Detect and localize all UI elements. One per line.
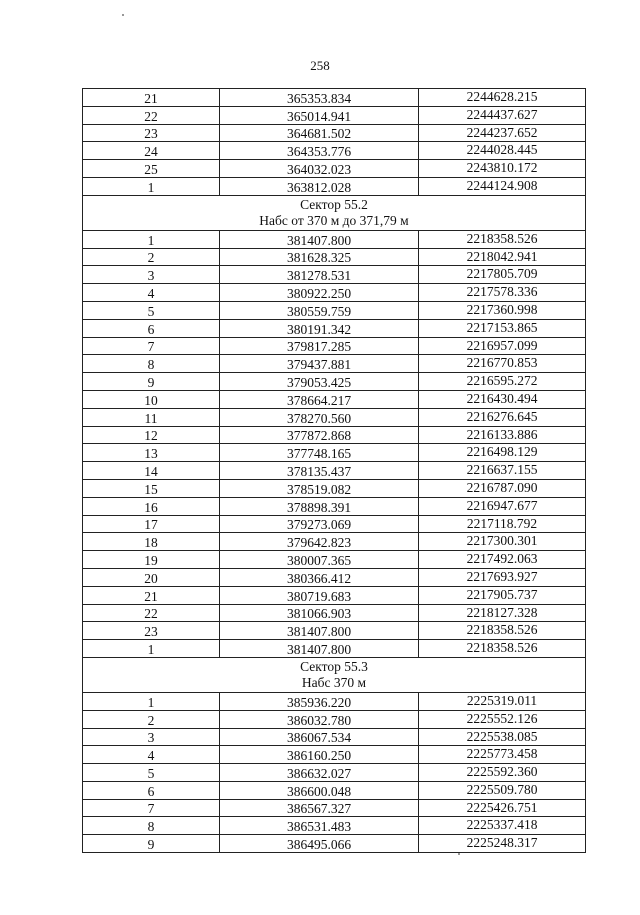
y-coordinate-cell: 2218042.941 bbox=[419, 248, 586, 266]
x-coordinate-cell: 381407.800 bbox=[220, 230, 419, 248]
point-number-cell: 18 bbox=[83, 533, 220, 551]
point-number-cell: 24 bbox=[83, 142, 220, 160]
table-row bbox=[83, 426, 586, 444]
y-coordinate-cell: 2217578.336 bbox=[419, 284, 586, 302]
y-coordinate-cell: 2216637.155 bbox=[419, 462, 586, 480]
point-number-cell: 1 bbox=[83, 177, 220, 195]
x-coordinate-cell: 386600.048 bbox=[220, 781, 419, 799]
scan-speck bbox=[122, 14, 124, 16]
x-coordinate-cell: 378135.437 bbox=[220, 462, 419, 480]
x-coordinate-cell: 380559.759 bbox=[220, 301, 419, 319]
point-number-cell: 23 bbox=[83, 622, 220, 640]
y-coordinate-cell: 2218358.526 bbox=[419, 622, 586, 640]
table-row bbox=[83, 764, 586, 782]
x-coordinate-cell: 380719.683 bbox=[220, 586, 419, 604]
y-coordinate-cell: 2244237.652 bbox=[419, 124, 586, 142]
x-coordinate-cell: 386495.066 bbox=[220, 835, 419, 853]
y-coordinate-cell: 2244028.445 bbox=[419, 142, 586, 160]
x-coordinate-cell: 378898.391 bbox=[220, 497, 419, 515]
table-row bbox=[83, 479, 586, 497]
table-row bbox=[83, 622, 586, 640]
point-number-cell: 4 bbox=[83, 284, 220, 302]
table-row bbox=[83, 319, 586, 337]
coordinates-table-body bbox=[83, 89, 586, 853]
point-number-cell: 19 bbox=[83, 551, 220, 569]
point-number-cell: 3 bbox=[83, 266, 220, 284]
y-coordinate-cell: 2217492.063 bbox=[419, 551, 586, 569]
y-coordinate-cell: 2216430.494 bbox=[419, 390, 586, 408]
x-coordinate-cell: 378519.082 bbox=[220, 479, 419, 497]
x-coordinate-cell: 381628.325 bbox=[220, 248, 419, 266]
point-number-cell: 20 bbox=[83, 568, 220, 586]
y-coordinate-cell: 2217153.865 bbox=[419, 319, 586, 337]
y-coordinate-cell: 2216957.099 bbox=[419, 337, 586, 355]
y-coordinate-cell: 2218358.526 bbox=[419, 640, 586, 658]
table-row bbox=[83, 337, 586, 355]
point-number-cell: 1 bbox=[83, 692, 220, 710]
sector-altitude: Набс от 370 м до 371,79 м bbox=[259, 212, 409, 228]
point-number-cell: 11 bbox=[83, 408, 220, 426]
y-coordinate-cell: 2216276.645 bbox=[419, 408, 586, 426]
section-heading bbox=[83, 195, 586, 230]
table-row bbox=[83, 515, 586, 533]
x-coordinate-cell: 378270.560 bbox=[220, 408, 419, 426]
table-row bbox=[83, 177, 586, 195]
x-coordinate-cell: 386531.483 bbox=[220, 817, 419, 835]
table-row bbox=[83, 728, 586, 746]
y-coordinate-cell: 2243810.172 bbox=[419, 160, 586, 178]
table-row bbox=[83, 444, 586, 462]
x-coordinate-cell: 379817.285 bbox=[220, 337, 419, 355]
point-number-cell: 3 bbox=[83, 728, 220, 746]
x-coordinate-cell: 386160.250 bbox=[220, 746, 419, 764]
y-coordinate-cell: 2216133.886 bbox=[419, 426, 586, 444]
scan-speck bbox=[458, 853, 460, 855]
point-number-cell: 9 bbox=[83, 835, 220, 853]
table-row bbox=[83, 124, 586, 142]
x-coordinate-cell: 365014.941 bbox=[220, 106, 419, 124]
table-row bbox=[83, 817, 586, 835]
y-coordinate-cell: 2225592.360 bbox=[419, 764, 586, 782]
point-number-cell: 25 bbox=[83, 160, 220, 178]
x-coordinate-cell: 381066.903 bbox=[220, 604, 419, 622]
point-number-cell: 12 bbox=[83, 426, 220, 444]
point-number-cell: 14 bbox=[83, 462, 220, 480]
y-coordinate-cell: 2225552.126 bbox=[419, 710, 586, 728]
coordinates-table bbox=[82, 88, 586, 853]
x-coordinate-cell: 381278.531 bbox=[220, 266, 419, 284]
table-row bbox=[83, 835, 586, 853]
y-coordinate-cell: 2218127.328 bbox=[419, 604, 586, 622]
y-coordinate-cell: 2244124.908 bbox=[419, 177, 586, 195]
table-row bbox=[83, 284, 586, 302]
table-row bbox=[83, 301, 586, 319]
point-number-cell: 13 bbox=[83, 444, 220, 462]
table-row bbox=[83, 355, 586, 373]
table-row bbox=[83, 710, 586, 728]
point-number-cell: 10 bbox=[83, 390, 220, 408]
x-coordinate-cell: 377872.868 bbox=[220, 426, 419, 444]
point-number-cell: 17 bbox=[83, 515, 220, 533]
x-coordinate-cell: 380366.412 bbox=[220, 568, 419, 586]
table-row bbox=[83, 248, 586, 266]
table-row bbox=[83, 160, 586, 178]
x-coordinate-cell: 386567.327 bbox=[220, 799, 419, 817]
y-coordinate-cell: 2225538.085 bbox=[419, 728, 586, 746]
x-coordinate-cell: 381407.800 bbox=[220, 622, 419, 640]
page-number: 258 bbox=[310, 58, 330, 73]
x-coordinate-cell: 386067.534 bbox=[220, 728, 419, 746]
y-coordinate-cell: 2217118.792 bbox=[419, 515, 586, 533]
table-row bbox=[83, 142, 586, 160]
table-row bbox=[83, 640, 586, 658]
point-number-cell: 8 bbox=[83, 355, 220, 373]
x-coordinate-cell: 364681.502 bbox=[220, 124, 419, 142]
table-row bbox=[83, 692, 586, 710]
table-row bbox=[83, 390, 586, 408]
y-coordinate-cell: 2217805.709 bbox=[419, 266, 586, 284]
x-coordinate-cell: 381407.800 bbox=[220, 640, 419, 658]
x-coordinate-cell: 386632.027 bbox=[220, 764, 419, 782]
y-coordinate-cell: 2218358.526 bbox=[419, 230, 586, 248]
point-number-cell: 2 bbox=[83, 248, 220, 266]
x-coordinate-cell: 364353.776 bbox=[220, 142, 419, 160]
table-row bbox=[83, 106, 586, 124]
y-coordinate-cell: 2225773.458 bbox=[419, 746, 586, 764]
y-coordinate-cell: 2244628.215 bbox=[419, 89, 586, 107]
point-number-cell: 22 bbox=[83, 604, 220, 622]
y-coordinate-cell: 2217693.927 bbox=[419, 568, 586, 586]
point-number-cell: 4 bbox=[83, 746, 220, 764]
x-coordinate-cell: 379053.425 bbox=[220, 373, 419, 391]
point-number-cell: 5 bbox=[83, 301, 220, 319]
y-coordinate-cell: 2225426.751 bbox=[419, 799, 586, 817]
table-row bbox=[83, 373, 586, 391]
table-row bbox=[83, 533, 586, 551]
y-coordinate-cell: 2217905.737 bbox=[419, 586, 586, 604]
table-row bbox=[83, 462, 586, 480]
point-number-cell: 22 bbox=[83, 106, 220, 124]
point-number-cell: 15 bbox=[83, 479, 220, 497]
table-row bbox=[83, 604, 586, 622]
x-coordinate-cell: 364032.023 bbox=[220, 160, 419, 178]
table-row bbox=[83, 230, 586, 248]
x-coordinate-cell: 386032.780 bbox=[220, 710, 419, 728]
sector-title: Сектор 55.3 bbox=[300, 658, 368, 674]
y-coordinate-cell: 2217360.998 bbox=[419, 301, 586, 319]
point-number-cell: 1 bbox=[83, 640, 220, 658]
x-coordinate-cell: 385936.220 bbox=[220, 692, 419, 710]
sector-altitude: Набс 370 м bbox=[301, 674, 367, 690]
y-coordinate-cell: 2216770.853 bbox=[419, 355, 586, 373]
point-number-cell: 5 bbox=[83, 764, 220, 782]
table-row bbox=[83, 89, 586, 107]
point-number-cell: 8 bbox=[83, 817, 220, 835]
point-number-cell: 2 bbox=[83, 710, 220, 728]
x-coordinate-cell: 379642.823 bbox=[220, 533, 419, 551]
x-coordinate-cell: 379273.069 bbox=[220, 515, 419, 533]
table-row bbox=[83, 568, 586, 586]
table-row bbox=[83, 781, 586, 799]
y-coordinate-cell: 2225319.011 bbox=[419, 692, 586, 710]
point-number-cell: 21 bbox=[83, 89, 220, 107]
y-coordinate-cell: 2225509.780 bbox=[419, 781, 586, 799]
point-number-cell: 7 bbox=[83, 799, 220, 817]
point-number-cell: 21 bbox=[83, 586, 220, 604]
x-coordinate-cell: 378664.217 bbox=[220, 390, 419, 408]
table-row bbox=[83, 497, 586, 515]
table-row bbox=[83, 266, 586, 284]
x-coordinate-cell: 380922.250 bbox=[220, 284, 419, 302]
point-number-cell: 6 bbox=[83, 781, 220, 799]
point-number-cell: 1 bbox=[83, 230, 220, 248]
y-coordinate-cell: 2225248.317 bbox=[419, 835, 586, 853]
table-row bbox=[83, 408, 586, 426]
point-number-cell: 6 bbox=[83, 319, 220, 337]
sector-title: Сектор 55.2 bbox=[300, 196, 368, 212]
y-coordinate-cell: 2216787.090 bbox=[419, 479, 586, 497]
table-row bbox=[83, 746, 586, 764]
table-row bbox=[83, 586, 586, 604]
y-coordinate-cell: 2217300.301 bbox=[419, 533, 586, 551]
x-coordinate-cell: 365353.834 bbox=[220, 89, 419, 107]
point-number-cell: 16 bbox=[83, 497, 220, 515]
point-number-cell: 23 bbox=[83, 124, 220, 142]
section-heading-row bbox=[83, 195, 586, 230]
x-coordinate-cell: 380007.365 bbox=[220, 551, 419, 569]
y-coordinate-cell: 2244437.627 bbox=[419, 106, 586, 124]
y-coordinate-cell: 2216947.677 bbox=[419, 497, 586, 515]
table-row bbox=[83, 551, 586, 569]
point-number-cell: 7 bbox=[83, 337, 220, 355]
section-heading bbox=[83, 657, 586, 692]
y-coordinate-cell: 2216498.129 bbox=[419, 444, 586, 462]
x-coordinate-cell: 379437.881 bbox=[220, 355, 419, 373]
y-coordinate-cell: 2216595.272 bbox=[419, 373, 586, 391]
x-coordinate-cell: 380191.342 bbox=[220, 319, 419, 337]
section-heading-row bbox=[83, 657, 586, 692]
x-coordinate-cell: 377748.165 bbox=[220, 444, 419, 462]
x-coordinate-cell: 363812.028 bbox=[220, 177, 419, 195]
y-coordinate-cell: 2225337.418 bbox=[419, 817, 586, 835]
table-row bbox=[83, 799, 586, 817]
point-number-cell: 9 bbox=[83, 373, 220, 391]
